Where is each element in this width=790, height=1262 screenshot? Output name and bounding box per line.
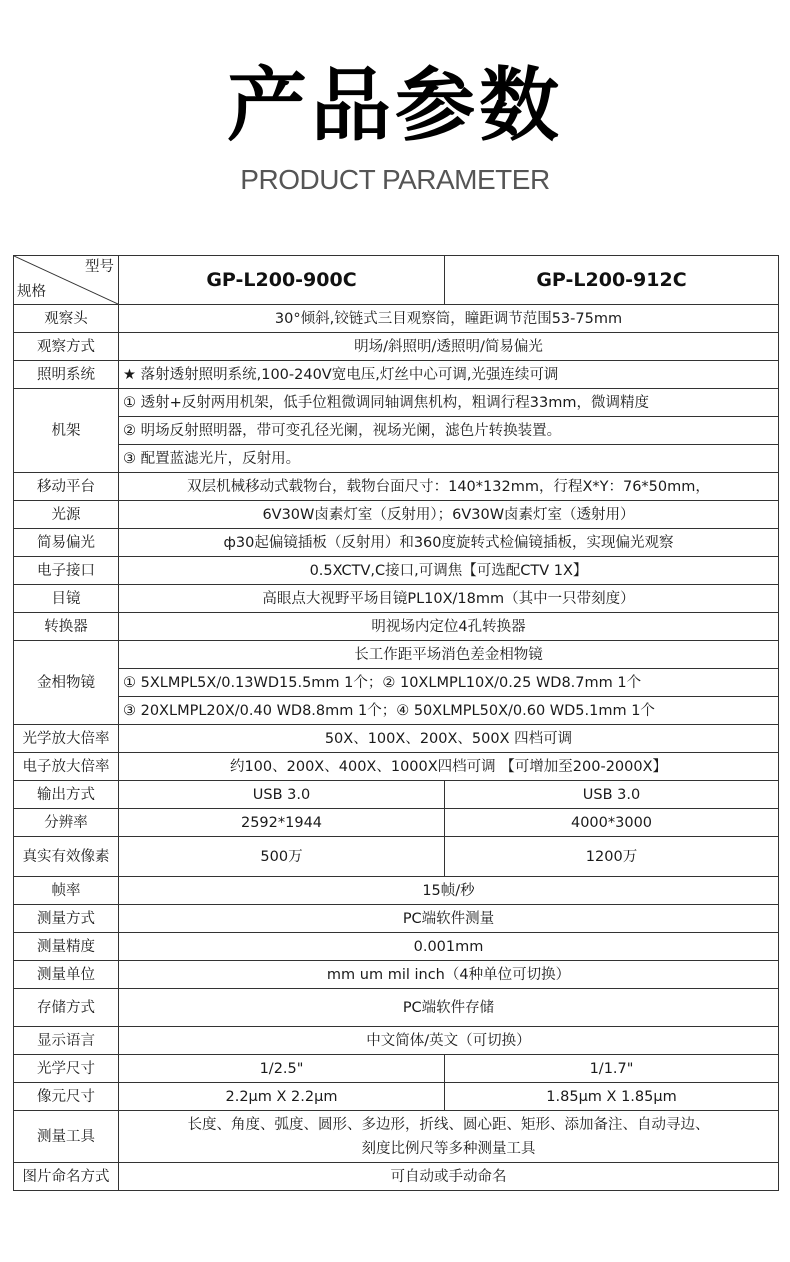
row-value-line: ③ 20XLMPL20X/0.40 WD8.8mm 1个；④ 50XLMPL50X/0.60 WD5.1mm 1个 <box>119 697 779 725</box>
row-value: 中文简体/英文（可切换） <box>119 1027 779 1055</box>
row-value: USB 3.0 <box>445 781 779 809</box>
table-row <box>14 877 779 905</box>
row-label: 金相物镜 <box>14 641 119 725</box>
table-header-row <box>14 256 779 305</box>
row-label: 简易偏光 <box>14 529 119 557</box>
row-value-line: ② 明场反射照明器，带可变孔径光阑，视场光阑，滤色片转换装置。 <box>119 417 779 445</box>
table-row <box>14 697 779 725</box>
table-row <box>14 781 779 809</box>
table-row <box>14 961 779 989</box>
row-label: 转换器 <box>14 613 119 641</box>
table-row <box>14 1055 779 1083</box>
table-row <box>14 473 779 501</box>
row-value: 可自动或手动命名 <box>119 1163 779 1191</box>
row-label: 测量方式 <box>14 905 119 933</box>
table-row <box>14 1083 779 1111</box>
row-label: 机架 <box>14 389 119 473</box>
row-label: 真实有效像素 <box>14 837 119 877</box>
table-row <box>14 417 779 445</box>
table-row <box>14 613 779 641</box>
table-row <box>14 837 779 877</box>
row-value-line: 长度、角度、弧度、圆形、多边形，折线、圆心距、矩形、添加备注、自动寻边、 <box>187 1116 710 1133</box>
table-row <box>14 725 779 753</box>
row-value-line: 长工作距平场消色差金相物镜 <box>119 641 779 669</box>
row-label: 电子放大倍率 <box>14 753 119 781</box>
row-label: 移动平台 <box>14 473 119 501</box>
row-label: 光学尺寸 <box>14 1055 119 1083</box>
table-row <box>14 1111 779 1163</box>
spec-table <box>13 255 779 1191</box>
corner-cell <box>14 256 119 305</box>
row-value: 1.85μm X 1.85μm <box>445 1083 779 1111</box>
table-row <box>14 389 779 417</box>
row-label: 观察头 <box>14 305 119 333</box>
row-value: 0.001mm <box>119 933 779 961</box>
row-label: 测量工具 <box>14 1111 119 1163</box>
row-value: 约100、200X、400X、1000X四档可调 【可增加至200-2000X】 <box>119 753 779 781</box>
row-value: PC端软件存储 <box>119 989 779 1027</box>
row-value: PC端软件测量 <box>119 905 779 933</box>
row-value: 高眼点大视野平场目镜PL10X/18mm（其中一只带刻度） <box>119 585 779 613</box>
row-value: 明场/斜照明/透照明/简易偏光 <box>119 333 779 361</box>
row-value: 0.5XCTV,C接口,可调焦【可选配CTV 1X】 <box>119 557 779 585</box>
corner-model-label: 型号 <box>85 259 114 275</box>
row-label: 光学放大倍率 <box>14 725 119 753</box>
table-row <box>14 305 779 333</box>
row-value: 2.2μm X 2.2μm <box>119 1083 445 1111</box>
table-row <box>14 669 779 697</box>
row-value: 1/2.5" <box>119 1055 445 1083</box>
row-label: 测量精度 <box>14 933 119 961</box>
table-row <box>14 529 779 557</box>
row-value-line: ① 5XLMPL5X/0.13WD15.5mm 1个；② 10XLMPL10X/0.25 WD8.7mm 1个 <box>119 669 779 697</box>
row-value-line: ① 透射+反射两用机架，低手位粗微调同轴调焦机构，粗调行程33mm，微调精度 <box>119 389 779 417</box>
row-value <box>119 1111 779 1163</box>
row-value: 明视场内定位4孔转换器 <box>119 613 779 641</box>
table-row <box>14 753 779 781</box>
table-row <box>14 989 779 1027</box>
row-value: 2592*1944 <box>119 809 445 837</box>
row-value: 6V30W卤素灯室（反射用）；6V30W卤素灯室（透射用） <box>119 501 779 529</box>
row-label: 存储方式 <box>14 989 119 1027</box>
page-title: 产品参数 <box>227 59 563 152</box>
table-row <box>14 809 779 837</box>
row-label: 显示语言 <box>14 1027 119 1055</box>
row-value: USB 3.0 <box>119 781 445 809</box>
row-value: 500万 <box>119 837 445 877</box>
row-value: 1/1.7" <box>445 1055 779 1083</box>
table-row <box>14 641 779 669</box>
row-label: 帧率 <box>14 877 119 905</box>
model-name: GP-L200-900C <box>119 256 445 305</box>
row-value-line: ③ 配置蓝滤光片，反射用。 <box>119 445 779 473</box>
row-value: 1200万 <box>445 837 779 877</box>
table-row <box>14 361 779 389</box>
page-subtitle: PRODUCT PARAMETER <box>240 164 550 195</box>
row-label: 电子接口 <box>14 557 119 585</box>
corner-spec-label: 规格 <box>17 284 46 300</box>
row-label: 分辨率 <box>14 809 119 837</box>
row-value: 15帧/秒 <box>119 877 779 905</box>
row-value: ★ 落射透射照明系统,100-240V宽电压,灯丝中心可调,光强连续可调 <box>119 361 779 389</box>
table-row <box>14 501 779 529</box>
table-row <box>14 557 779 585</box>
table-row <box>14 1163 779 1191</box>
row-label: 测量单位 <box>14 961 119 989</box>
row-label: 像元尺寸 <box>14 1083 119 1111</box>
table-row <box>14 585 779 613</box>
row-label: 目镜 <box>14 585 119 613</box>
row-label: 输出方式 <box>14 781 119 809</box>
row-label: 图片命名方式 <box>14 1163 119 1191</box>
table-row <box>14 445 779 473</box>
table-row <box>14 905 779 933</box>
table-row <box>14 333 779 361</box>
row-value: 双层机械移动式载物台，载物台面尺寸：140*132mm，行程X*Y：76*50mm， <box>119 473 779 501</box>
model-name: GP-L200-912C <box>445 256 779 305</box>
row-value: 30°倾斜,铰链式三目观察筒，瞳距调节范围53-75mm <box>119 305 779 333</box>
row-value: 50X、100X、200X、500X 四档可调 <box>119 725 779 753</box>
row-value: 4000*3000 <box>445 809 779 837</box>
row-label: 光源 <box>14 501 119 529</box>
row-label: 观察方式 <box>14 333 119 361</box>
row-value: ф30起偏镜插板（反射用）和360度旋转式检偏镜插板，实现偏光观察 <box>119 529 779 557</box>
row-value: mm um mil inch（4种单位可切换） <box>119 961 779 989</box>
row-value-line: 刻度比例尺等多种测量工具 <box>361 1140 536 1157</box>
table-row <box>14 1027 779 1055</box>
table-row <box>14 933 779 961</box>
row-label: 照明系统 <box>14 361 119 389</box>
